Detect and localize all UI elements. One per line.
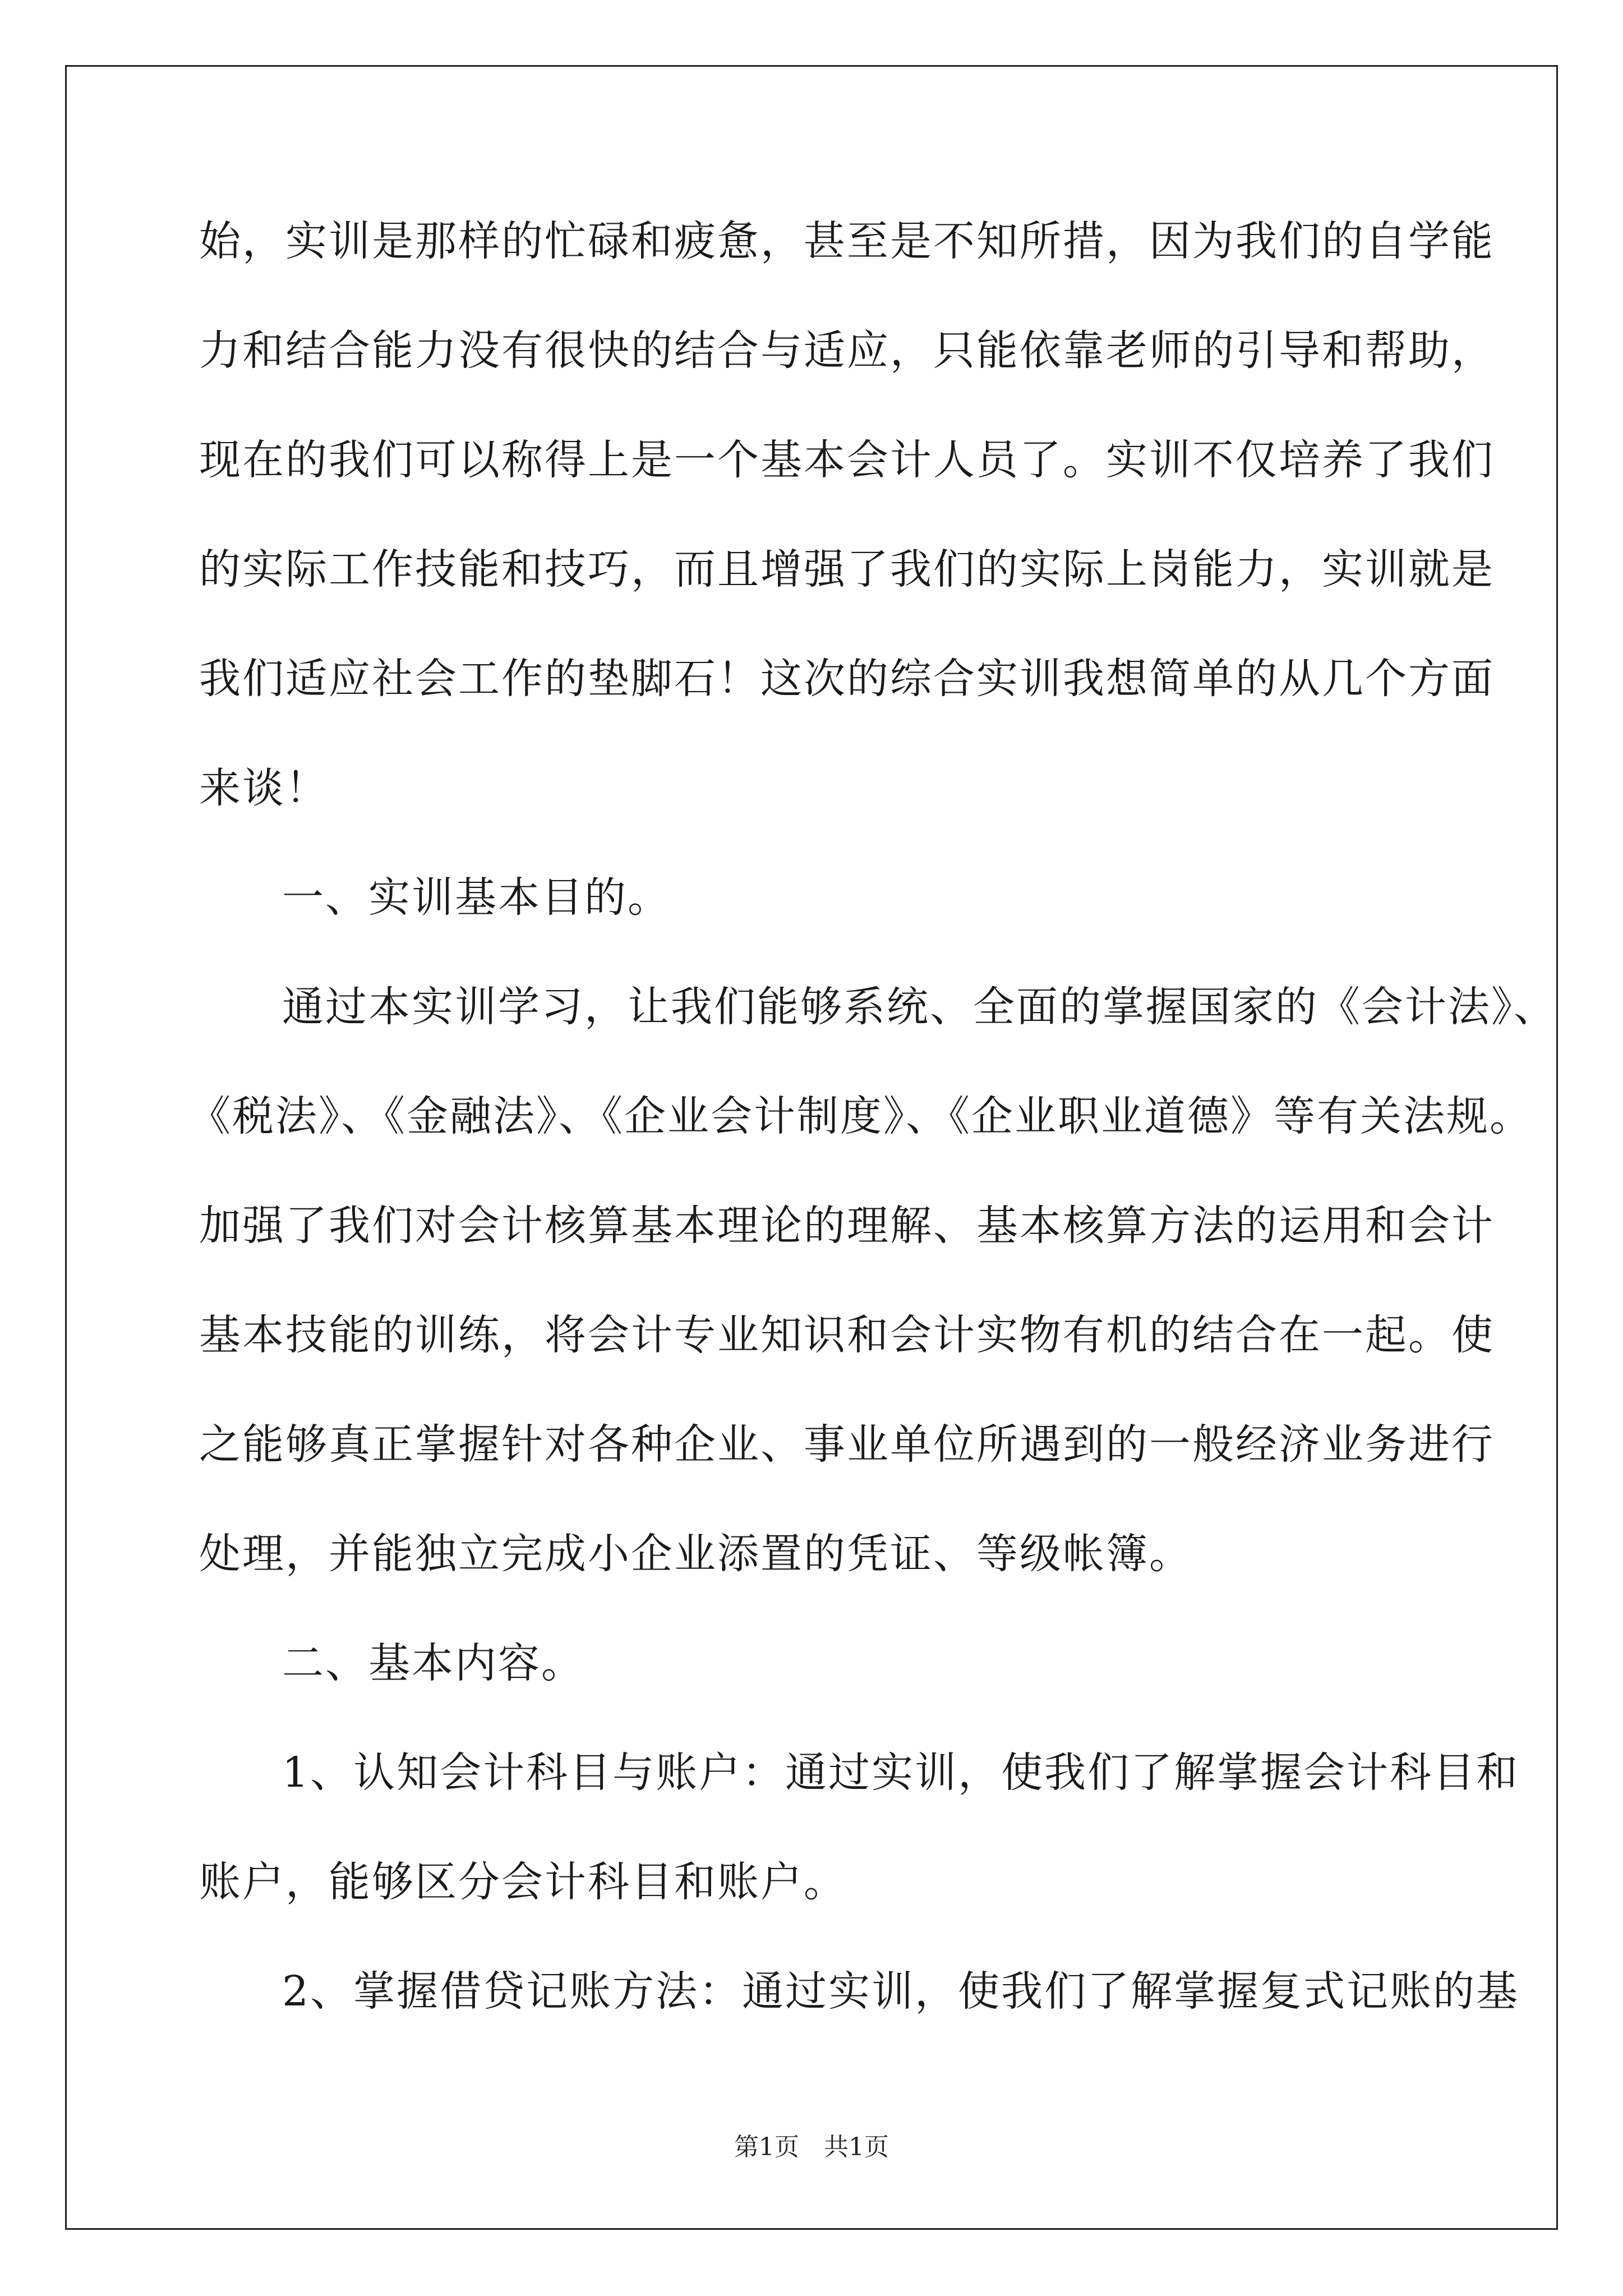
text-line: 1、认知会计科目与账户：通过实训，使我们了解掌握会计科目和 — [282, 1749, 1520, 1797]
text-line: 的实际工作技能和技巧，而且增强了我们的实际上岗能力，实训就是 — [199, 545, 1495, 593]
section-heading-content: 二、基本内容。 — [282, 1639, 584, 1687]
text-line: 之能够真正掌握针对各种企业、事业单位所遇到的一般经济业务进行 — [199, 1420, 1495, 1469]
text-line: 通过本实训学习，让我们能够系统、全面的掌握国家的《会计法》、 — [282, 983, 1557, 1031]
text-line: 2、掌握借贷记账方法：通过实训，使我们了解掌握复式记账的基 — [282, 1967, 1520, 2016]
section-heading-purpose: 一、实训基本目的。 — [282, 873, 671, 922]
text-line: 现在的我们可以称得上是一个基本会计人员了。实训不仅培养了我们 — [199, 436, 1495, 484]
text-line: 《税法》、《金融法》、《企业会计制度》、《企业职业道德》等有关法规。 — [189, 1092, 1533, 1140]
text-line: 加强了我们对会计核算基本理论的理解、基本核算方法的运用和会计 — [199, 1202, 1495, 1250]
text-line: 力和结合能力没有很快的结合与适应，只能依靠老师的引导和帮助， — [199, 326, 1495, 375]
text-line: 处理，并能独立完成小企业添置的凭证、等级帐簿。 — [199, 1530, 1192, 1578]
text-line: 基本技能的训练，将会计专业知识和会计实物有机的结合在一起。使 — [199, 1311, 1495, 1359]
text-line: 始，实训是那样的忙碌和疲惫，甚至是不知所措，因为我们的自学能 — [199, 217, 1495, 265]
text-line: 来谈！ — [199, 764, 329, 812]
text-line: 账户，能够区分会计科目和账户。 — [199, 1858, 847, 1906]
text-line: 我们适应社会工作的垫脚石！这次的综合实训我想简单的从几个方面 — [199, 655, 1495, 703]
page-footer: 第1页 共1页 — [734, 2133, 889, 2161]
